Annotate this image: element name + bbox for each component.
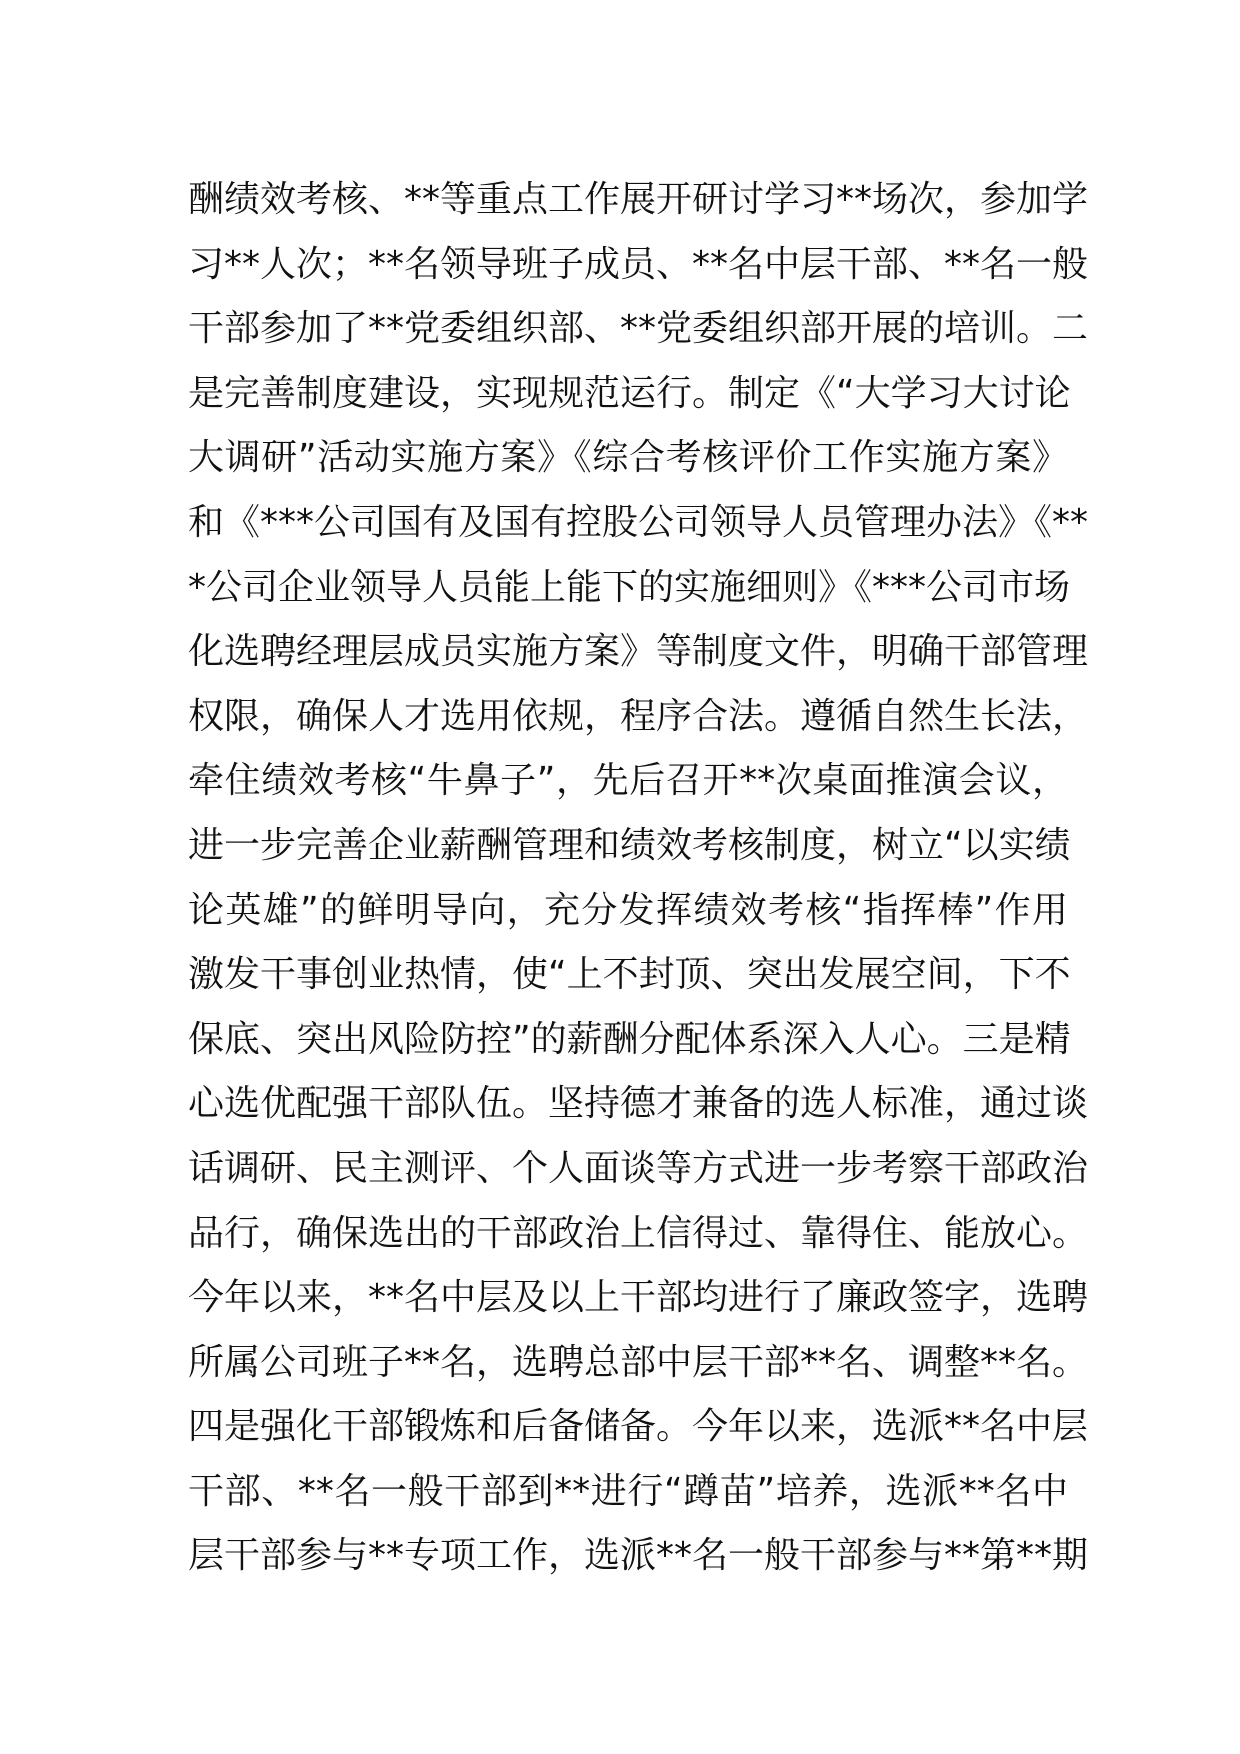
text-line: 干部参加了**党委组织部、**党委组织部开展的培训。二 [188,308,1089,350]
text-line: 进一步完善企业薪酬管理和绩效考核制度，树立“以实绩 [188,824,1071,866]
text-line: *公司企业领导人员能上能下的实施细则》《***公司市场 [188,566,1071,608]
text-line: 牵住绩效考核“牛鼻子”，先后召开**次桌面推演会议， [188,760,1068,802]
text-line: 化选聘经理层成员实施方案》等制度文件，明确干部管理 [188,631,1089,673]
text-line: 论英雄”的鲜明导向，充分发挥绩效考核“指挥棒”作用 [188,889,1068,931]
text-line: 是完善制度建设，实现规范运行。制定《“大学习大讨论 [188,372,1071,414]
text-line: 权限，确保人才选用依规，程序合法。遵循自然生长法， [188,695,1089,737]
text-line: 心选优配强干部队伍。坚持德才兼备的选人标准，通过谈 [188,1083,1089,1125]
text-line: 保底、突出风险防控”的薪酬分配体系深入人心。三是精 [188,1018,1071,1060]
text-line: 四是强化干部锻炼和后备储备。今年以来，选派**名中层 [188,1406,1089,1448]
text-line: 今年以来，**名中层及以上干部均进行了廉政签字，选聘 [188,1277,1089,1319]
text-line: 和《***公司国有及国有控股公司领导人员管理办法》《** [188,501,1089,543]
text-line: 习**人次；**名领导班子成员、**名中层干部、**名一般 [188,243,1089,285]
text-line: 话调研、民主测评、个人面谈等方式进一步考察干部政治 [188,1147,1089,1189]
text-line: 酬绩效考核、**等重点工作展开研讨学习**场次，参加学 [188,179,1089,220]
text-line: 层干部参与**专项工作，选派**名一般干部参与**第**期 [188,1535,1089,1577]
body-paragraph [188,168,1089,1589]
text-line: 品行，确保选出的干部政治上信得过、靠得住、能放心。 [188,1212,1089,1254]
text-line: 激发干事创业热情，使“上不封顶、突出发展空间，下不 [188,954,1071,996]
text-line: 所属公司班子**名，选聘总部中层干部**名、调整**名。 [188,1341,1089,1383]
text-line: 大调研”活动实施方案》《综合考核评价工作实施方案》 [188,437,1068,479]
text-line: 干部、**名一般干部到**进行“蹲苗”培养，选派**名中 [188,1470,1068,1512]
